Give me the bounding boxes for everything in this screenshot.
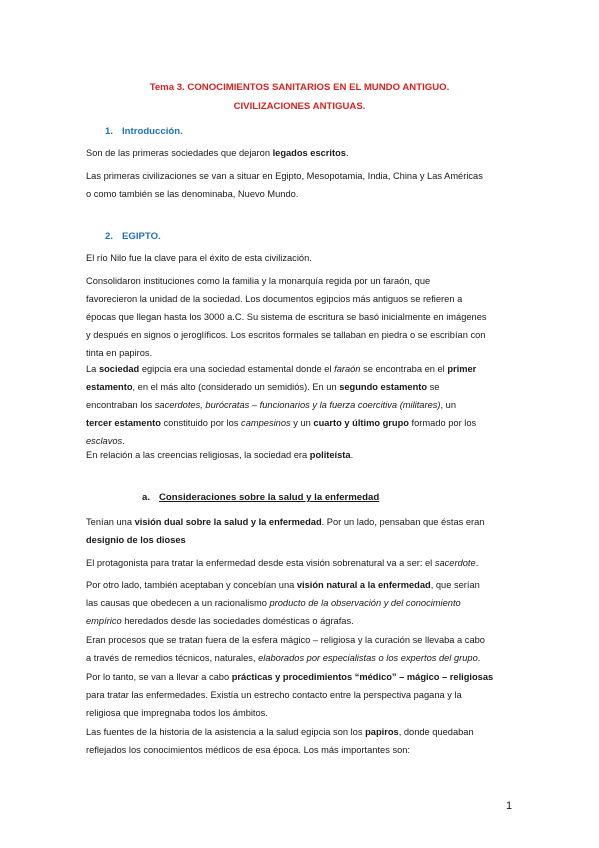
paragraph: El protagonista para tratar la enfermedad desde esta visión sobrenatural va a ser: el sacerdote.: [86, 558, 479, 568]
section-heading-egipto: [105, 231, 161, 242]
text-line: encontraban los sacerdotes, burócratas – funcionarios y la fuerza coercitiva (militares), un: [86, 400, 457, 410]
paragraph: [86, 668, 516, 722]
paragraph: [86, 513, 516, 549]
text-line: Las primeras civilizaciones se van a situar en Egipto, Mesopotamia, India, China y Las Américas: [86, 171, 483, 181]
text-line: El río Nilo fue la clave para el éxito de esta civilización.: [86, 253, 312, 263]
text-line: las causas que obedecen a un racionalismo producto de la observación y del conocimiento: [86, 598, 461, 608]
text-run: Son de las primeras sociedades que dejaron: [86, 148, 273, 158]
text-line: tinta en papiros.: [86, 348, 153, 358]
paragraph: [86, 144, 516, 162]
text-line: religiosa que impregnaba todos los ámbitos.: [86, 708, 268, 718]
section-label: EGIPTO.: [122, 231, 161, 242]
paragraph: [86, 167, 516, 203]
text-line: reflejados los conocimientos médicos de esa época. Los más importantes son:: [86, 745, 411, 755]
subsection-letter: a.: [142, 492, 151, 503]
section-label: Introducción.: [122, 126, 183, 137]
page-number: 1: [506, 800, 513, 812]
paragraph: En relación a las creencias religiosas, la sociedad era politeísta.: [86, 450, 354, 460]
text-line: Las fuentes de la historia de la asistencia a la salud egipcia son los papiros, donde quedaban: [86, 727, 474, 737]
paragraph: [86, 576, 516, 630]
text-line: Eran procesos que se tratan fuera de la esfera mágico – religiosa y la curación se llevaba a cabo: [86, 635, 485, 645]
text-run: .: [345, 148, 349, 158]
text-line: Consolidaron instituciones como la familia y la monarquía regida por un faraón, que: [86, 276, 431, 286]
paragraph: [86, 723, 516, 759]
text-line: épocas que llegan hasta los 3000 a.C. Su sistema de escritura se basó inicialmente en imágenes: [86, 312, 487, 322]
text-line: favorecieron la unidad de la sociedad. Los documentos egipcios más antiguos se refieren a: [86, 294, 463, 304]
section-number: 2.: [105, 231, 114, 242]
text-line: estamento, en el más alto (considerado un semidiós). En un segundo estamento se: [86, 382, 440, 392]
text-line: empírico heredados desde las sociedades domésticas o ágrafas.: [86, 616, 354, 626]
paragraph: [86, 360, 516, 450]
paragraph: [86, 272, 516, 362]
text-line: Por otro lado, también aceptaban y concebían una visión natural a la enfermedad, que serían: [86, 580, 480, 590]
section-number: 1.: [105, 126, 114, 137]
subsection-heading-salud-enfermedad: [142, 492, 379, 503]
text-line: y después en signos o jeroglíficos. Los escritos formales se tallaban en piedra o se escribían con: [86, 330, 486, 340]
bold-text: legados escritos: [272, 148, 346, 158]
text-line: a través de remedios técnicos, naturales, elaborados por especialistas o los expertos del grupo.: [86, 653, 481, 663]
document-subtitle: CIVILIZACIONES ANTIGUAS.: [233, 101, 366, 112]
document-title: Tema 3. CONOCIMIENTOS SANITARIOS EN EL MUNDO ANTIGUO.: [149, 82, 450, 93]
paragraph: [86, 631, 516, 667]
section-heading-introduccion: [105, 126, 183, 137]
text-line: La sociedad egipcia era una sociedad estamental donde el faraón se encontraba en el primer: [86, 364, 477, 374]
text-line: para tratar las enfermedades. Existía un estrecho contacto entre la perspectiva pagana y la: [86, 690, 462, 700]
paragraph: [86, 249, 516, 267]
text-line: o como también se las denominaba, Nuevo Mundo.: [86, 189, 299, 199]
text-line: Tenían una visión dual sobre la salud y la enfermedad. Por un lado, pensaban que éstas eran: [86, 517, 485, 527]
text-line: Por lo tanto, se van a llevar a cabo prácticas y procedimientos “médico” – mágico – religiosas: [86, 672, 494, 682]
subsection-label: Consideraciones sobre la salud y la enfermedad: [159, 492, 380, 503]
text-line: tercer estamento constituido por los campesinos y un cuarto y último grupo formado por los: [86, 418, 477, 428]
text-line: esclavos.: [86, 436, 125, 446]
text-line: designio de los dioses: [86, 535, 186, 545]
